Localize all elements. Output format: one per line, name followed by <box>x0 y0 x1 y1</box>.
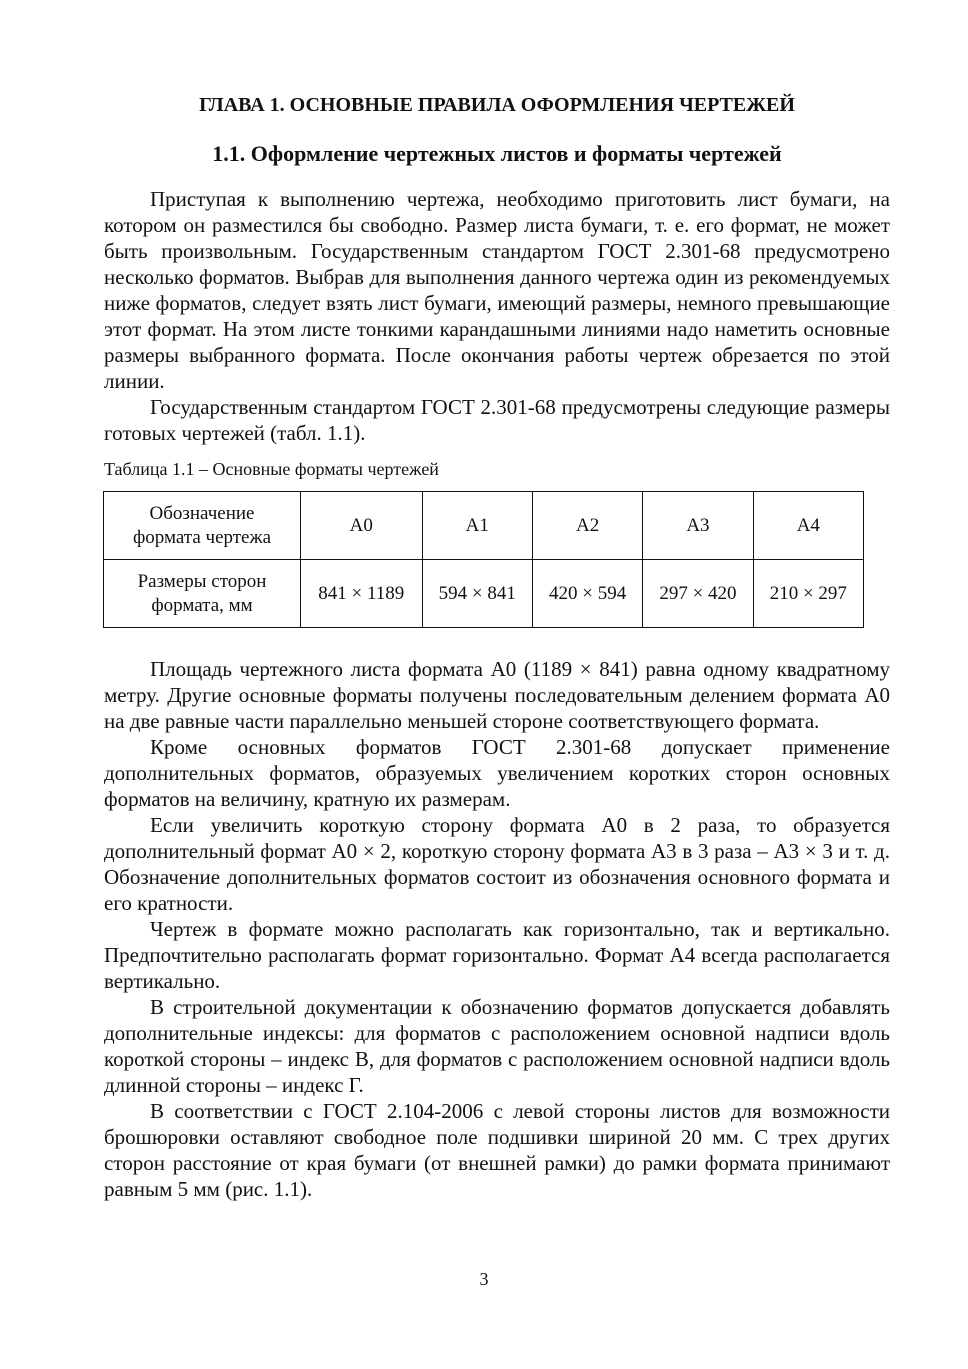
formats-table <box>103 491 864 628</box>
size-cell: 210 × 297 <box>753 560 863 628</box>
header-line: Обозначение <box>149 502 255 524</box>
size-cell: 297 × 420 <box>643 560 753 628</box>
size-cell: 594 × 841 <box>422 560 532 628</box>
paragraph: В строительной документации к обозначению форматов допускается добавлять дополнительные индексы: для форматов с расположением основной надписи вдоль короткой стороны – индекс В, для форматов с расположением основной надписи вдоль длинной стороны – индекс Г. <box>104 995 890 1097</box>
text-block-intro <box>104 186 890 446</box>
text-block-main <box>104 656 890 1202</box>
paragraph: В соответствии с ГОСТ 2.104-2006 с левой стороны листов для возможности брошюровки оставляют свободное поле подшивки шириной 20 мм. С трех других сторон расстояние от края бумаги (от внешней рамки) до рамки формата принимают равным 5 мм (рис. 1.1). <box>104 1099 890 1201</box>
paragraph: Если увеличить короткую сторону формата А0 в 2 раза, то образуется дополнительный формат А0 × 2, короткую сторону формата А3 в 3 раза – А3 × 3 и т. д. Обозначение дополнительных форматов состоит из обозначения основного формата и его кратности. <box>104 813 890 915</box>
paragraph: Кроме основных форматов ГОСТ 2.301-68 допускает применение дополнительных форматов, образуемых увеличением коротких сторон основных форматов на величину, кратную их размерам. <box>104 735 890 811</box>
table-caption: Таблица 1.1 – Основные форматы чертежей <box>104 459 439 479</box>
header-line: формата, мм <box>151 594 253 616</box>
header-line: формата чертежа <box>132 526 272 548</box>
format-cell: А4 <box>753 492 863 560</box>
page-number: 3 <box>479 1269 489 1289</box>
paragraph: Государственным стандартом ГОСТ 2.301-68 предусмотрены следующие размеры готовых чертежей (табл. 1.1). <box>104 395 890 445</box>
size-cell: 841 × 1189 <box>301 560 423 628</box>
format-cell: А2 <box>532 492 642 560</box>
header-line: Размеры сторон <box>137 570 267 592</box>
table-row <box>104 492 864 560</box>
table-header-cell <box>104 492 301 560</box>
format-cell: А3 <box>643 492 753 560</box>
chapter-title: ГЛАВА 1. ОСНОВНЫЕ ПРАВИЛА ОФОРМЛЕНИЯ ЧЕРТЕЖЕЙ <box>199 94 795 116</box>
format-cell: А1 <box>422 492 532 560</box>
paragraph: Площадь чертежного листа формата А0 (1189 × 841) равна одному квадратному метру. Другие основные форматы получены последовательным делением формата А0 на две равные части параллельно меньшей стороне соответствующего формата. <box>104 657 890 733</box>
table-header-cell <box>104 560 301 628</box>
paragraph: Приступая к выполнению чертежа, необходимо приготовить лист бумаги, на котором он разместился бы свободно. Размер листа бумаги, т. е. его формат, не может быть произвольным. Государственным стандартом ГОСТ 2.301-68 предусмотрено несколько форматов. Выбрав для выполнения данного чертежа один из рекомендуемых ниже форматов, следует взять лист бумаги, имеющий размеры, немного превышающие этот формат. На этом листе тонкими карандашными линиями надо наметить основные размеры выбранного формата. После окончания работы чертеж обрезается по этой линии. <box>104 187 890 393</box>
paragraph: Чертеж в формате можно располагать как горизонтально, так и вертикально. Предпочтительно располагать формат горизонтально. Формат А4 всегда располагается вертикально. <box>104 917 890 993</box>
format-cell: А0 <box>301 492 423 560</box>
section-title: 1.1. Оформление чертежных листов и форматы чертежей <box>212 141 782 166</box>
table-row <box>104 560 864 628</box>
size-cell: 420 × 594 <box>532 560 642 628</box>
